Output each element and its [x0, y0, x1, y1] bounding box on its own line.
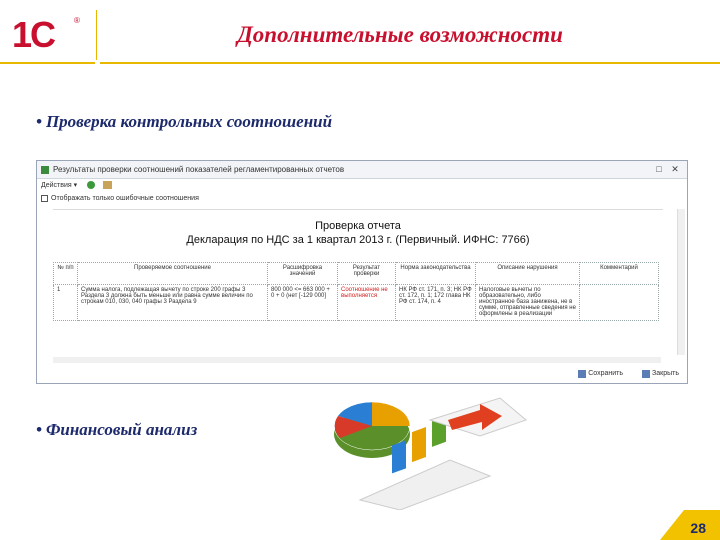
report-area: [53, 209, 663, 357]
page-number: 28: [690, 520, 706, 536]
refresh-icon[interactable]: [87, 181, 95, 189]
logo-1c: [10, 14, 80, 54]
header-rule: [100, 62, 720, 64]
save-button[interactable]: Сохранить: [578, 369, 623, 379]
col-header: Норма законодательства: [396, 263, 476, 285]
col-header: № п/п: [54, 263, 78, 285]
minimize-icon[interactable]: □: [656, 164, 662, 174]
errors-only-label: Отображать только ошибочные соотношения: [51, 195, 199, 202]
header-rule-left: [0, 62, 95, 64]
report-subtitle: Декларация по НДС за 1 квартал 2013 г. (Первичный. ИФНС: 7766): [186, 234, 530, 246]
cell-values: 800 000 <= 663 000 + 0 + 0 (нет [-129 000]: [268, 285, 338, 321]
errors-only-checkbox[interactable]: [41, 195, 48, 202]
window-footer: [37, 365, 687, 383]
cell-law: НК РФ ст. 171, п. 3; НК РФ ст. 172, п. 1; 172 глава НК РФ ст. 174, п. 4: [396, 285, 476, 321]
header-divider-vertical: [96, 10, 97, 60]
window-titlebar: [37, 161, 687, 179]
cell-condition: Сумма налога, подлежащая вычету по строке 200 графы 3 Раздела 3 должна быть меньше или равна сумме величин по строкам 010, 030, 040 графы 3 Раздела 9: [78, 285, 268, 321]
checks-table: [53, 262, 659, 321]
logo-text: 1С: [12, 14, 55, 55]
close-icon[interactable]: ✕: [671, 164, 679, 174]
cell-result[interactable]: Соотношение не выполняется: [338, 285, 396, 321]
bullet-label: Проверка контрольных соотношений: [45, 112, 333, 131]
table-header-row: [54, 263, 659, 285]
print-icon[interactable]: [103, 181, 112, 189]
bullet-dot: •: [36, 420, 42, 439]
close-button[interactable]: Закрыть: [642, 369, 679, 379]
bullet-dot: •: [36, 112, 42, 131]
bullet-label: Финансовый анализ: [45, 420, 198, 439]
vertical-scrollbar[interactable]: [677, 209, 685, 355]
toolbar: [37, 179, 687, 193]
col-header: Проверяемое соотношение: [78, 263, 268, 285]
bullet-item-checks: [36, 112, 332, 132]
col-header: Комментарий: [580, 263, 659, 285]
col-header: Описание нарушения: [476, 263, 580, 285]
col-header: Результат проверки: [338, 263, 396, 285]
window-app-icon: [41, 166, 49, 174]
cell-violation: Налоговые вычеты по образовательно, либо иностранное база занижена, не в сумме, отправленные сведения не оформлены в реализации: [476, 285, 580, 321]
bullet-item-analysis: [36, 420, 197, 440]
actions-menu[interactable]: Действия: [41, 182, 72, 189]
report-window: [36, 160, 688, 384]
cell-comment[interactable]: [580, 285, 659, 321]
filter-row: [37, 193, 687, 205]
financial-charts-illustration: [330, 390, 530, 510]
table-row[interactable]: [54, 285, 659, 321]
chevron-down-icon[interactable]: ▾: [71, 182, 78, 189]
report-title: Проверка отчета: [315, 220, 401, 232]
horizontal-scrollbar[interactable]: [53, 357, 661, 363]
registered-mark: ®: [74, 16, 80, 25]
page-title: Дополнительные возможности: [237, 22, 563, 47]
col-header: Расшифровка значений: [268, 263, 338, 285]
cell-number: 1: [54, 285, 78, 321]
window-title: Результаты проверки соотношений показателей регламентированных отчетов: [53, 165, 345, 174]
